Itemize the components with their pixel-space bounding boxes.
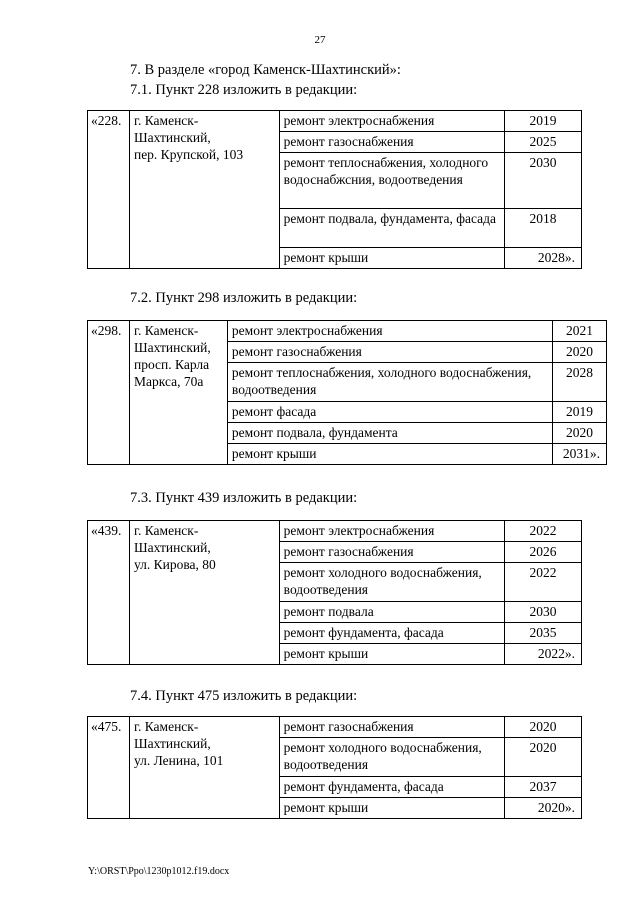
page-number: 27 [314, 34, 326, 46]
year-cell: 2018 [505, 209, 582, 248]
address-line: пер. Крупской, 103 [133, 147, 244, 162]
table-7-3 [87, 520, 582, 665]
address-cell [129, 521, 279, 665]
table-7-1 [87, 110, 582, 269]
year-cell: 2022 [505, 563, 582, 602]
year-cell: 2020 [505, 738, 582, 777]
year-cell: 2025 [505, 132, 582, 153]
table-row [88, 521, 582, 542]
work-cell: ремонт крыши [227, 444, 552, 465]
section-title-7-3: 7.3. Пункт 439 изложить в редакции: [130, 490, 358, 506]
section-title-7-4: 7.4. Пункт 475 изложить в редакции: [130, 688, 358, 704]
work-cell: ремонт электроснабжения [279, 111, 504, 132]
work-cell: ремонт фундамента, фасада [279, 623, 504, 644]
item-number: «439. [88, 521, 130, 665]
item-number: «228. [88, 111, 130, 269]
work-cell: ремонт крыши [279, 798, 504, 819]
year-cell: 2030 [505, 602, 582, 623]
work-cell: ремонт подвала [279, 602, 504, 623]
item-number: «475. [88, 717, 130, 819]
table-row [88, 717, 582, 738]
address-cell [129, 717, 279, 819]
work-cell: ремонт фасада [227, 402, 552, 423]
work-cell: ремонт теплоснабжения, холодного водоснабжения, водоотведения [227, 363, 552, 402]
work-cell: ремонт крыши [279, 248, 504, 269]
work-cell: ремонт подвала, фундамента [227, 423, 552, 444]
section-title-7-1: 7.1. Пункт 228 изложить в редакции: [130, 82, 358, 98]
year-cell: 2019 [505, 111, 582, 132]
work-cell: ремонт подвала, фундамента, фасада [279, 209, 504, 248]
year-cell: 2022». [505, 644, 582, 665]
work-cell: ремонт фундамента, фасада [279, 777, 504, 798]
year-cell: 2037 [505, 777, 582, 798]
year-cell: 2019 [553, 402, 607, 423]
work-cell: ремонт газоснабжения [227, 342, 552, 363]
address-line: г. Каменск- [133, 523, 199, 538]
address-line: г. Каменск- [133, 719, 199, 734]
year-cell: 2028». [505, 248, 582, 269]
table-row [88, 321, 607, 342]
work-cell: ремонт холодного водоснабжения, водоотведения [279, 738, 504, 777]
section-title-7-2: 7.2. Пункт 298 изложить в редакции: [130, 290, 358, 306]
address-line: г. Каменск- [133, 323, 199, 338]
work-cell: ремонт крыши [279, 644, 504, 665]
address-line: г. Каменск- [133, 113, 199, 128]
address-line: ул. Кирова, 80 [133, 557, 216, 572]
work-cell: ремонт теплоснабжения, холодного водоснабжсния, водоотведения [279, 153, 504, 209]
year-cell: 2020». [505, 798, 582, 819]
year-cell: 2026 [505, 542, 582, 563]
year-cell: 2020 [505, 717, 582, 738]
year-cell: 2020 [553, 342, 607, 363]
year-cell: 2021 [553, 321, 607, 342]
year-cell: 2020 [553, 423, 607, 444]
address-line: Шахтинский, [133, 340, 211, 355]
address-line: Шахтинский, [133, 130, 211, 145]
address-line: ул. Ленина, 101 [133, 753, 224, 768]
table-7-4 [87, 716, 582, 819]
year-cell: 2022 [505, 521, 582, 542]
item-number: «298. [88, 321, 130, 465]
address-line: Шахтинский, [133, 540, 211, 555]
table-row [88, 111, 582, 132]
work-cell: ремонт электроснабжения [279, 521, 504, 542]
address-cell [129, 321, 227, 465]
work-cell: ремонт электроснабжения [227, 321, 552, 342]
address-line: Шахтинский, [133, 736, 211, 751]
year-cell: 2030 [505, 153, 582, 209]
year-cell: 2031». [553, 444, 607, 465]
year-cell: 2035 [505, 623, 582, 644]
file-path-footer: Y:\ORST\Ppo\1230p1012.f19.docx [88, 866, 230, 877]
year-cell: 2028 [553, 363, 607, 402]
work-cell: ремонт холодного водоснабжения, водоотведения [279, 563, 504, 602]
address-line: Маркса, 70а [133, 374, 204, 389]
address-line: просп. Карла [133, 357, 210, 372]
work-cell: ремонт газоснабжения [279, 542, 504, 563]
table-7-2 [87, 320, 607, 465]
work-cell: ремонт газоснабжения [279, 132, 504, 153]
work-cell: ремонт газоснабжения [279, 717, 504, 738]
section-heading: 7. В разделе «город Каменск-Шахтинский»: [130, 62, 401, 78]
address-cell [129, 111, 279, 269]
